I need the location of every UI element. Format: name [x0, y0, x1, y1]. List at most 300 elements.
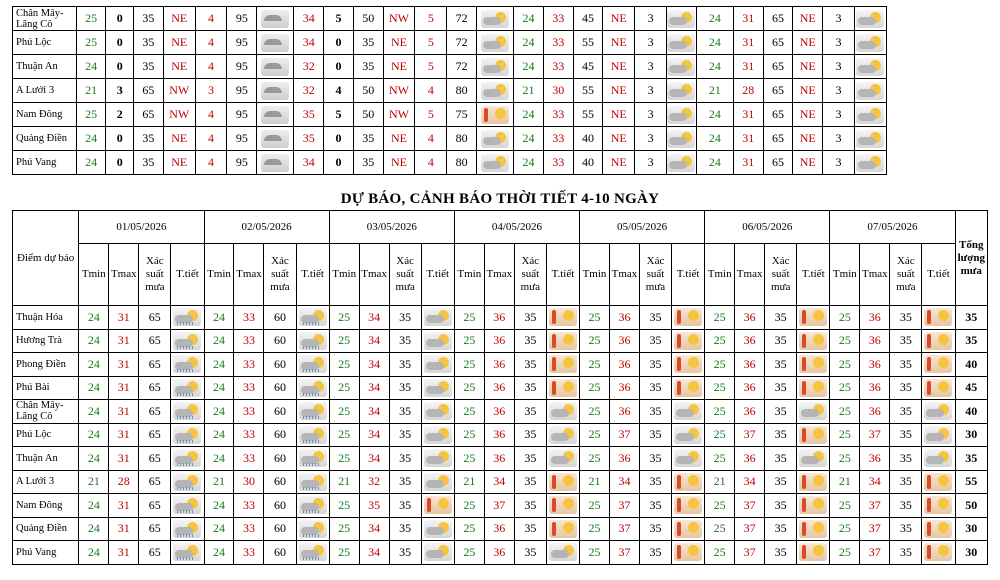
weather-cell: [476, 55, 513, 79]
tmin-cell: 25: [580, 517, 610, 541]
weather-cell: [854, 55, 886, 79]
weather-cell: [257, 55, 294, 79]
value-cell: 50: [353, 7, 383, 31]
value-cell: 0: [106, 55, 134, 79]
tmax-cell: 36: [484, 447, 514, 471]
date-header: 02/05/2026: [204, 211, 329, 244]
tmax-cell: 36: [735, 329, 765, 353]
cloud-sun-icon: [924, 402, 952, 420]
value-cell: 24: [514, 55, 544, 79]
cloud-sun-icon: [481, 82, 509, 100]
weather-header: T.tiết: [546, 244, 579, 306]
tmin-cell: 25: [705, 517, 735, 541]
rain-prob-cell: 35: [389, 329, 421, 353]
tmin-header: Tmin: [580, 244, 610, 306]
tmin-cell: 25: [830, 494, 860, 518]
tmax-cell: 36: [735, 400, 765, 424]
value-cell: 33: [543, 151, 573, 175]
cloud-sun-icon: [424, 402, 452, 420]
rain-prob-cell: 35: [514, 494, 546, 518]
tmin-cell: 25: [705, 494, 735, 518]
top-table-row: [13, 7, 887, 31]
rain-prob-cell: 35: [514, 400, 546, 424]
cloud-sun-icon: [667, 106, 695, 124]
tmax-cell: 37: [735, 517, 765, 541]
cloud-rain-icon: [299, 543, 327, 561]
value-cell: 5: [324, 7, 354, 31]
cloud-sun-icon: [481, 154, 509, 172]
rain-prob-cell: 60: [264, 400, 296, 424]
value-cell: 24: [76, 127, 106, 151]
weather-cell: [797, 423, 830, 447]
tmax-cell: 36: [735, 447, 765, 471]
hot-sun-icon: [799, 520, 827, 538]
rain-prob-cell: 35: [639, 541, 671, 565]
value-cell: 65: [763, 127, 793, 151]
cloud-sun-icon: [674, 449, 702, 467]
value-cell: 4: [415, 127, 447, 151]
weather-header: T.tiết: [421, 244, 454, 306]
value-cell: 25: [76, 7, 106, 31]
rain-prob-cell: 35: [890, 494, 922, 518]
value-cell: NE: [603, 55, 635, 79]
tmax-cell: 36: [484, 423, 514, 447]
value-cell: 45: [573, 55, 603, 79]
forecast-row: [13, 306, 988, 330]
location-name: Nam Đông: [13, 103, 77, 127]
tmin-header: Tmin: [705, 244, 735, 306]
tmax-cell: 33: [234, 400, 264, 424]
cloud-rain-icon: [173, 543, 201, 561]
cloud-sun-icon: [424, 308, 452, 326]
value-cell: NW: [383, 103, 415, 127]
tmax-cell: 31: [109, 353, 139, 377]
rain-prob-header: Xác suất mưa: [139, 244, 171, 306]
hot-sun-icon: [924, 496, 952, 514]
weather-cell: [667, 151, 697, 175]
tmin-cell: 25: [830, 376, 860, 400]
weather-cell: [672, 329, 705, 353]
weather-cell: [296, 329, 329, 353]
cloud-sun-icon: [667, 10, 695, 28]
value-cell: NW: [383, 7, 415, 31]
value-cell: 24: [76, 151, 106, 175]
weather-cell: [797, 517, 830, 541]
tmin-cell: 24: [204, 400, 234, 424]
rain-prob-cell: 35: [514, 306, 546, 330]
tmax-cell: 36: [735, 376, 765, 400]
cloud-sun-icon: [424, 543, 452, 561]
weather-cell: [257, 79, 294, 103]
value-cell: 4: [195, 127, 227, 151]
rain-prob-cell: 35: [639, 353, 671, 377]
value-cell: 50: [353, 79, 383, 103]
cloud-rain-icon: [173, 520, 201, 538]
value-cell: 80: [447, 151, 477, 175]
weather-cell: [296, 517, 329, 541]
value-cell: NE: [383, 127, 415, 151]
tmax-cell: 33: [234, 376, 264, 400]
hot-sun-icon: [924, 355, 952, 373]
weather-cell: [854, 7, 886, 31]
hot-sun-icon: [924, 520, 952, 538]
tmax-cell: 34: [359, 306, 389, 330]
weather-header: T.tiết: [922, 244, 955, 306]
rain-prob-cell: 65: [139, 541, 171, 565]
value-cell: 24: [696, 31, 733, 55]
weather-cell: [672, 470, 705, 494]
tmin-cell: 21: [79, 470, 109, 494]
location-name: Hương Trà: [13, 329, 79, 353]
tmin-cell: 24: [79, 517, 109, 541]
tmin-cell: 25: [830, 306, 860, 330]
value-cell: 65: [134, 79, 164, 103]
tmin-cell: 25: [329, 494, 359, 518]
rain-prob-cell: 35: [389, 447, 421, 471]
value-cell: 72: [447, 7, 477, 31]
rain-prob-cell: 35: [639, 517, 671, 541]
rain-prob-header: Xác suất mưa: [639, 244, 671, 306]
tmin-cell: 24: [79, 541, 109, 565]
tmax-cell: 34: [484, 470, 514, 494]
hot-sun-icon: [674, 543, 702, 561]
tmin-header: Tmin: [830, 244, 860, 306]
rain-prob-header: Xác suất mưa: [389, 244, 421, 306]
value-cell: 35: [134, 151, 164, 175]
top-table-row: [13, 31, 887, 55]
weather-cell: [922, 447, 955, 471]
tmin-cell: 21: [329, 470, 359, 494]
value-cell: 3: [635, 55, 667, 79]
value-cell: 25: [76, 103, 106, 127]
value-cell: 65: [763, 151, 793, 175]
tmax-cell: 31: [109, 517, 139, 541]
tmax-cell: 36: [609, 376, 639, 400]
tmax-cell: 34: [359, 329, 389, 353]
rain-prob-cell: 35: [765, 400, 797, 424]
forecast-row: [13, 376, 988, 400]
tmin-cell: 25: [830, 541, 860, 565]
value-cell: 95: [227, 127, 257, 151]
cloud-rain-icon: [299, 355, 327, 373]
weather-cell: [421, 541, 454, 565]
weather-cell: [171, 306, 204, 330]
tmax-cell: 33: [234, 353, 264, 377]
tmin-cell: 25: [705, 353, 735, 377]
rain-prob-cell: 35: [765, 353, 797, 377]
cloud-rain-icon: [299, 520, 327, 538]
tmin-cell: 25: [705, 447, 735, 471]
cloud-sun-icon: [424, 520, 452, 538]
cloud-rain-icon: [173, 449, 201, 467]
rain-prob-cell: 35: [389, 470, 421, 494]
tmax-cell: 31: [109, 329, 139, 353]
value-cell: 24: [696, 151, 733, 175]
cloud-sun-icon: [481, 130, 509, 148]
cloud-sun-icon: [856, 10, 884, 28]
hot-sun-icon: [674, 496, 702, 514]
weather-cell: [171, 353, 204, 377]
value-cell: NE: [603, 151, 635, 175]
hot-sun-icon: [674, 308, 702, 326]
weather-header: T.tiết: [171, 244, 204, 306]
rain-prob-cell: 35: [765, 517, 797, 541]
weather-cell: [546, 376, 579, 400]
top-table-row: [13, 103, 887, 127]
value-cell: 4: [195, 103, 227, 127]
total-rain-cell: 55: [955, 470, 987, 494]
rain-prob-cell: 35: [639, 306, 671, 330]
forecast-row: [13, 353, 988, 377]
weather-cell: [922, 541, 955, 565]
weather-cell: [421, 447, 454, 471]
tmax-cell: 36: [860, 353, 890, 377]
weather-cell: [672, 494, 705, 518]
forecast-row: [13, 541, 988, 565]
rain-prob-cell: 60: [264, 329, 296, 353]
location-name: Chân Mây-Lăng Cô: [13, 7, 77, 31]
tmax-cell: 36: [735, 306, 765, 330]
tmin-cell: 25: [454, 447, 484, 471]
location-name: Quảng Điền: [13, 517, 79, 541]
tmin-cell: 25: [705, 423, 735, 447]
value-cell: 31: [733, 151, 763, 175]
value-cell: 65: [763, 7, 793, 31]
rain-prob-header: Xác suất mưa: [264, 244, 296, 306]
total-rain-cell: 30: [955, 423, 987, 447]
weather-cell: [546, 329, 579, 353]
tmax-cell: 36: [609, 447, 639, 471]
value-cell: 40: [573, 127, 603, 151]
weather-cell: [171, 517, 204, 541]
rain-prob-cell: 35: [389, 306, 421, 330]
value-cell: 95: [227, 151, 257, 175]
weather-header: T.tiết: [672, 244, 705, 306]
cloud-sun-icon: [799, 449, 827, 467]
weather-cell: [476, 151, 513, 175]
value-cell: 24: [514, 7, 544, 31]
tmin-header: Tmin: [454, 244, 484, 306]
tmax-cell: 37: [609, 541, 639, 565]
value-cell: 3: [823, 7, 855, 31]
cloud-sun-icon: [924, 449, 952, 467]
location-name: Thuận Hóa: [13, 306, 79, 330]
total-rain-cell: 30: [955, 517, 987, 541]
tmin-cell: 25: [454, 306, 484, 330]
rain-prob-cell: 60: [264, 353, 296, 377]
weather-cell: [546, 447, 579, 471]
tmin-cell: 25: [454, 541, 484, 565]
value-cell: 72: [447, 55, 477, 79]
weather-cell: [672, 447, 705, 471]
weather-cell: [257, 127, 294, 151]
weather-cell: [257, 31, 294, 55]
weather-cell: [421, 306, 454, 330]
value-cell: 3: [635, 127, 667, 151]
tmin-cell: 25: [580, 329, 610, 353]
value-cell: 25: [76, 31, 106, 55]
top-table-row: [13, 127, 887, 151]
weather-cell: [476, 127, 513, 151]
rain-prob-cell: 60: [264, 494, 296, 518]
value-cell: 95: [227, 55, 257, 79]
forecast-row: [13, 494, 988, 518]
rain-prob-header: Xác suất mưa: [765, 244, 797, 306]
value-cell: 35: [294, 103, 324, 127]
value-cell: 0: [106, 7, 134, 31]
value-cell: 24: [696, 127, 733, 151]
total-rain-header: Tổng lượng mưa: [955, 211, 987, 306]
cloud-rain-icon: [299, 332, 327, 350]
location-name: Chân Mây-Lăng Cô: [13, 400, 79, 424]
rain-prob-cell: 35: [514, 353, 546, 377]
value-cell: NW: [163, 103, 195, 127]
rain-prob-cell: 60: [264, 541, 296, 565]
rain-prob-cell: 35: [514, 541, 546, 565]
value-cell: 24: [514, 127, 544, 151]
weather-cell: [922, 423, 955, 447]
cloud-wind-icon: [261, 130, 289, 148]
value-cell: 3: [823, 127, 855, 151]
tmax-header: Tmax: [860, 244, 890, 306]
value-cell: NE: [163, 55, 195, 79]
tmax-cell: 37: [860, 517, 890, 541]
tmin-cell: 24: [204, 541, 234, 565]
tmin-cell: 25: [454, 494, 484, 518]
tmin-cell: 25: [580, 376, 610, 400]
weather-cell: [421, 494, 454, 518]
weather-cell: [672, 423, 705, 447]
hot-sun-icon: [549, 332, 577, 350]
rain-prob-cell: 35: [639, 447, 671, 471]
forecast-row: [13, 423, 988, 447]
tmin-cell: 25: [454, 376, 484, 400]
weather-cell: [171, 494, 204, 518]
weather-cell: [296, 541, 329, 565]
weather-cell: [922, 400, 955, 424]
rain-prob-cell: 35: [890, 353, 922, 377]
value-cell: 5: [415, 31, 447, 55]
forecast-row: [13, 329, 988, 353]
value-cell: 34: [294, 7, 324, 31]
hot-sun-icon: [924, 379, 952, 397]
value-cell: 35: [353, 151, 383, 175]
rain-prob-header: Xác suất mưa: [514, 244, 546, 306]
cloud-rain-icon: [173, 355, 201, 373]
hot-sun-icon: [549, 308, 577, 326]
cloud-rain-icon: [173, 379, 201, 397]
value-cell: 95: [227, 103, 257, 127]
hot-sun-icon: [924, 308, 952, 326]
rain-prob-cell: 60: [264, 447, 296, 471]
weather-cell: [854, 151, 886, 175]
value-cell: 0: [324, 55, 354, 79]
value-cell: NE: [383, 55, 415, 79]
tmax-cell: 36: [609, 306, 639, 330]
hot-sun-icon: [924, 473, 952, 491]
rain-prob-cell: 65: [139, 494, 171, 518]
value-cell: 3: [823, 31, 855, 55]
weather-cell: [854, 127, 886, 151]
value-cell: 31: [733, 31, 763, 55]
weather-cell: [672, 353, 705, 377]
tmin-cell: 21: [830, 470, 860, 494]
value-cell: 5: [415, 7, 447, 31]
rain-prob-cell: 35: [890, 517, 922, 541]
tmax-cell: 37: [609, 423, 639, 447]
rain-prob-cell: 35: [890, 329, 922, 353]
value-cell: NE: [793, 31, 823, 55]
value-cell: 65: [763, 31, 793, 55]
tmin-cell: 25: [580, 306, 610, 330]
tmax-cell: 37: [735, 541, 765, 565]
weather-cell: [421, 423, 454, 447]
value-cell: 33: [543, 31, 573, 55]
value-cell: 72: [447, 31, 477, 55]
weather-cell: [667, 7, 697, 31]
tmax-cell: 36: [735, 353, 765, 377]
rain-prob-cell: 65: [139, 447, 171, 471]
value-cell: 5: [415, 55, 447, 79]
rain-prob-cell: 35: [890, 400, 922, 424]
value-cell: 2: [106, 103, 134, 127]
tmin-cell: 24: [204, 517, 234, 541]
forecast-row: [13, 447, 988, 471]
date-header: 04/05/2026: [454, 211, 579, 244]
weather-cell: [476, 7, 513, 31]
tmax-cell: 30: [234, 470, 264, 494]
tmin-cell: 24: [204, 376, 234, 400]
weather-cell: [296, 400, 329, 424]
cloud-wind-icon: [261, 82, 289, 100]
cloud-rain-icon: [299, 496, 327, 514]
top-table-row: [13, 55, 887, 79]
weather-cell: [296, 376, 329, 400]
value-cell: 32: [294, 79, 324, 103]
value-cell: 40: [573, 151, 603, 175]
value-cell: 33: [543, 7, 573, 31]
tmax-cell: 34: [359, 400, 389, 424]
tmax-cell: 33: [234, 306, 264, 330]
value-cell: 3: [106, 79, 134, 103]
weather-cell: [854, 31, 886, 55]
tmin-cell: 24: [79, 329, 109, 353]
value-cell: 21: [514, 79, 544, 103]
weather-cell: [797, 353, 830, 377]
tmin-cell: 25: [329, 423, 359, 447]
date-header: 06/05/2026: [705, 211, 830, 244]
tmin-cell: 21: [454, 470, 484, 494]
value-cell: 31: [733, 7, 763, 31]
value-cell: 28: [733, 79, 763, 103]
weather-cell: [667, 79, 697, 103]
tmax-cell: 37: [860, 541, 890, 565]
hot-sun-icon: [799, 496, 827, 514]
value-cell: 0: [106, 151, 134, 175]
weather-cell: [296, 470, 329, 494]
rain-prob-cell: 65: [139, 353, 171, 377]
tmax-cell: 28: [109, 470, 139, 494]
cloud-sun-icon: [674, 402, 702, 420]
weather-cell: [257, 151, 294, 175]
rain-prob-cell: 65: [139, 376, 171, 400]
hot-sun-icon: [549, 520, 577, 538]
rain-prob-cell: 35: [765, 541, 797, 565]
tmin-cell: 25: [580, 400, 610, 424]
tmin-cell: 25: [830, 353, 860, 377]
tmin-cell: 24: [204, 353, 234, 377]
value-cell: 24: [696, 103, 733, 127]
